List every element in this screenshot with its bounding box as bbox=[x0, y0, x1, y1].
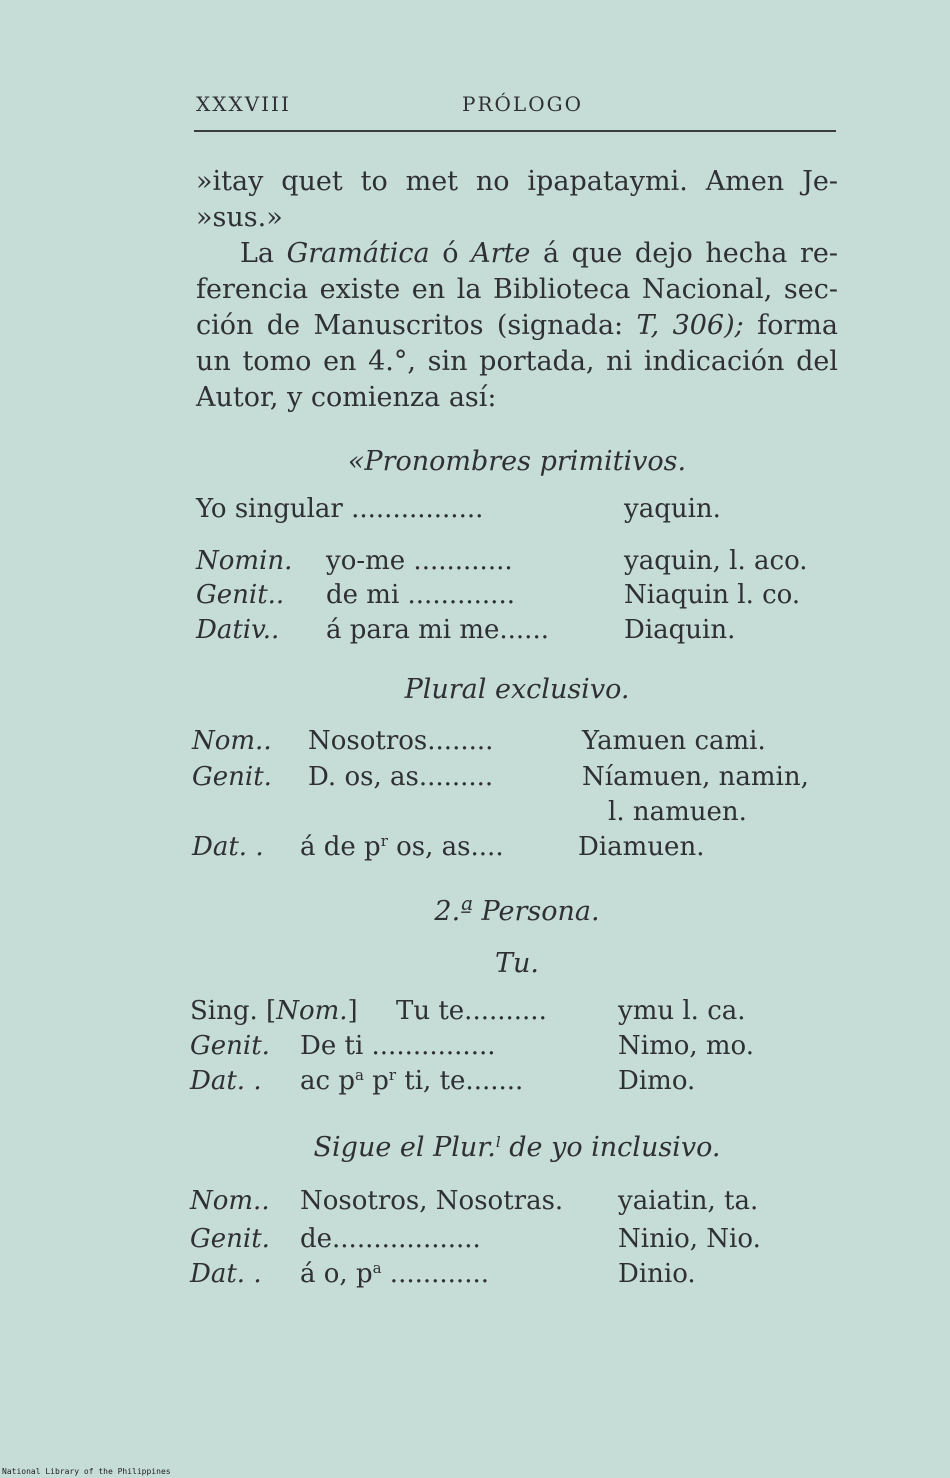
paragraph-text: á que dejo hecha re-ferencia existe en la Biblioteca Nacional, sec-ción de Manuscritos (signada: bbox=[196, 238, 839, 341]
paragraph bbox=[196, 236, 838, 416]
paragraph-text: La bbox=[240, 238, 287, 269]
row-spanish: Nosotros........ bbox=[308, 726, 494, 756]
table-row bbox=[190, 726, 850, 762]
body-text bbox=[196, 164, 838, 416]
row-value: Dimo. bbox=[618, 1066, 696, 1096]
row-value: ymu l. ca. bbox=[618, 996, 746, 1026]
row-value: Diaquin. bbox=[624, 615, 736, 645]
table-row bbox=[190, 1186, 850, 1222]
row-spanish: de mi ............. bbox=[326, 580, 515, 610]
row-value: yaquin. bbox=[624, 494, 721, 524]
row-spanish: yo-me ............ bbox=[326, 546, 513, 576]
row-spanish: Tu te.......... bbox=[396, 996, 547, 1026]
row-spanish-text: á o, p bbox=[300, 1259, 373, 1289]
row-case: Dativ.. bbox=[196, 615, 280, 645]
row-spanish bbox=[300, 1066, 523, 1096]
table-row bbox=[190, 1224, 850, 1260]
row-case: Nom. bbox=[276, 996, 348, 1026]
row-label-text: Sing. [ bbox=[190, 996, 277, 1026]
section-title: PRÓLOGO bbox=[462, 92, 583, 116]
row-spanish: Nosotros, Nosotras. bbox=[300, 1186, 564, 1216]
row-spanish-text: á de p bbox=[300, 832, 381, 862]
page-number: XXXVIII bbox=[196, 92, 291, 116]
superscript: l bbox=[495, 1133, 501, 1151]
heading-segunda-persona: 2.ª Persona. bbox=[434, 896, 600, 927]
row-label bbox=[190, 996, 358, 1026]
arte-term: Arte bbox=[471, 238, 531, 269]
row-value: Nimo, mo. bbox=[618, 1031, 755, 1061]
row-value-continued: l. namuen. bbox=[608, 797, 747, 827]
row-value: Níamuen, namin, bbox=[582, 762, 809, 792]
row-case: Nomin. bbox=[196, 546, 293, 576]
row-spanish bbox=[300, 832, 504, 862]
row-spanish bbox=[300, 1259, 489, 1289]
row-spanish-text: ............ bbox=[381, 1259, 489, 1289]
row-label-text: ] bbox=[347, 996, 358, 1026]
row-case: Nom.. bbox=[190, 1186, 270, 1216]
row-spanish: á para mi me...... bbox=[326, 615, 549, 645]
signatura: T, 306); bbox=[636, 310, 744, 341]
table-row bbox=[190, 546, 850, 582]
table-row bbox=[190, 1031, 850, 1067]
heading-text: Sigue el Plur. bbox=[313, 1132, 496, 1163]
row-value: Yamuen cami. bbox=[582, 726, 766, 756]
row-spanish-text: os, as.... bbox=[387, 832, 504, 862]
row-spanish: De ti ............... bbox=[300, 1031, 496, 1061]
quote-line-1: »itay quet to met no ipapataymi. Amen Je- bbox=[196, 166, 838, 197]
row-value: Ninio, Nio. bbox=[618, 1224, 761, 1254]
row-spanish-text: p bbox=[363, 1066, 389, 1096]
table-row bbox=[190, 832, 850, 868]
table-row bbox=[190, 996, 850, 1032]
table-row bbox=[190, 1259, 850, 1295]
table-row bbox=[190, 494, 850, 530]
table-row bbox=[190, 580, 850, 616]
heading-text: de yo inclusivo. bbox=[500, 1132, 721, 1163]
heading-tu: Tu. bbox=[495, 948, 539, 979]
row-spanish: de.................. bbox=[300, 1224, 481, 1254]
row-case: Dat. . bbox=[190, 1066, 262, 1096]
running-head bbox=[196, 92, 836, 124]
quote-line-2: »sus.» bbox=[196, 202, 283, 233]
paragraph-text: ó bbox=[429, 238, 472, 269]
row-case: Genit.. bbox=[196, 580, 285, 610]
row-spanish-text: ti, te....... bbox=[396, 1066, 524, 1096]
row-value: yaquin, l. aco. bbox=[624, 546, 808, 576]
row-case: Genit. bbox=[190, 1031, 270, 1061]
superscript: r bbox=[380, 832, 388, 850]
heading-pronombres: «Pronombres primitivos. bbox=[347, 446, 687, 477]
row-value: Diamuen. bbox=[578, 832, 705, 862]
paragraph-text: forma un tomo en 4.°, sin portada, ni indicación del Autor, y comienza así: bbox=[196, 310, 839, 413]
footer-credit: National Library of the Philippines bbox=[2, 1467, 171, 1476]
row-spanish-text: ac p bbox=[300, 1066, 355, 1096]
gramatica-term: Gramática bbox=[286, 238, 430, 269]
superscript: r bbox=[388, 1066, 397, 1084]
table-row bbox=[190, 797, 850, 833]
superscript: a bbox=[354, 1066, 364, 1084]
table-row bbox=[190, 615, 850, 651]
row-value: yaiatin, ta. bbox=[618, 1186, 759, 1216]
row-case: Dat. . bbox=[190, 1259, 262, 1289]
row-case: Nom.. bbox=[192, 726, 272, 756]
row-value: Dinio. bbox=[618, 1259, 696, 1289]
row-case: Dat. . bbox=[192, 832, 264, 862]
heading-plural-inclusivo bbox=[196, 1132, 838, 1163]
heading-plural-exclusivo: Plural exclusivo. bbox=[404, 674, 630, 705]
superscript: a bbox=[372, 1259, 382, 1277]
header-rule bbox=[194, 130, 836, 132]
row-label: Yo singular ................ bbox=[196, 494, 484, 524]
row-value: Niaquin l. co. bbox=[624, 580, 801, 610]
row-spanish: D. os, as......... bbox=[308, 762, 494, 792]
table-row bbox=[190, 1066, 850, 1102]
table-row bbox=[190, 762, 850, 798]
row-case: Genit. bbox=[190, 1224, 270, 1254]
row-case: Genit. bbox=[192, 762, 272, 792]
